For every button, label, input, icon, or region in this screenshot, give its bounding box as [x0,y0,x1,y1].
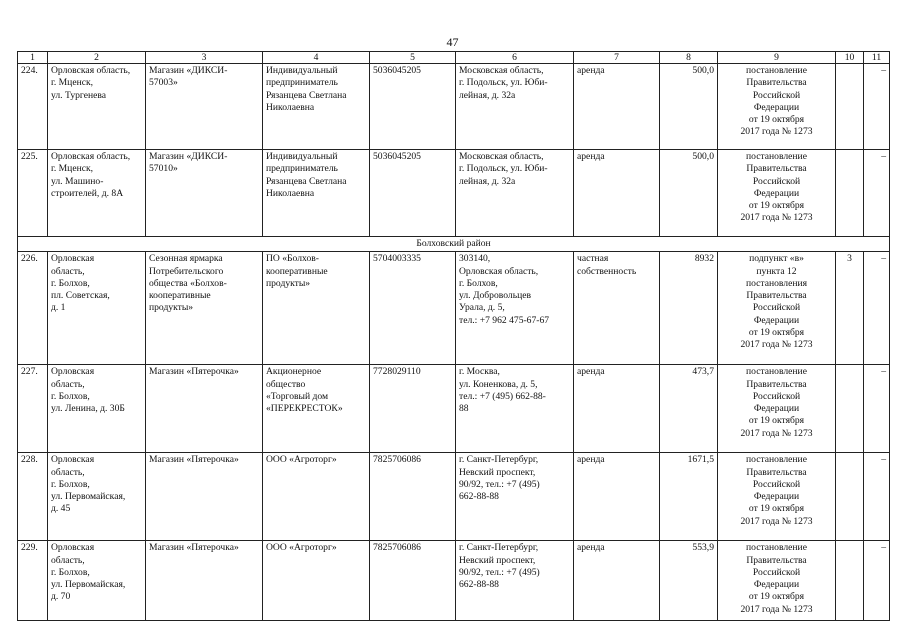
col11-cell: – [864,150,890,237]
owner-cell: Индивидуальный предприниматель Рязанцева Светлана Николаевна [263,150,370,237]
col11-cell: – [864,64,890,150]
page-number: 47 [446,35,459,49]
owner-address-cell: 303140, Орловская область, г. Болхов, ул. Добровольцев Урала, д. 5, тел.: +7 962 475-67-67 [456,252,574,365]
header-row [18,52,890,64]
table-row [18,150,890,237]
owner-cell: Индивидуальный предприниматель Рязанцева Светлана Николаевна [263,64,370,150]
owner-cell: ООО «Агроторг» [263,453,370,541]
object-cell: Магазин «Пятерочка» [146,541,263,621]
column-header: 9 [718,52,836,64]
inn-cell: 7825706086 [370,541,456,621]
inn-cell: 5036045205 [370,64,456,150]
right-cell: аренда [574,453,660,541]
table-row [18,453,890,541]
area-cell: 553,9 [660,541,718,621]
row-number: 228. [18,453,48,541]
right-cell: аренда [574,64,660,150]
row-number: 224. [18,64,48,150]
owner-cell: ООО «Агроторг» [263,541,370,621]
col10-cell [836,541,864,621]
table-row [18,365,890,453]
row-number: 226. [18,252,48,365]
inn-cell: 7728029110 [370,365,456,453]
column-header: 1 [18,52,48,64]
column-header: 4 [263,52,370,64]
area-cell: 8932 [660,252,718,365]
object-cell: Магазин «ДИКСИ- 57010» [146,150,263,237]
object-cell: Магазин «Пятерочка» [146,365,263,453]
inn-cell: 5036045205 [370,150,456,237]
owner-address-cell: г. Санкт-Петербург, Невский проспект, 90/92, тел.: +7 (495) 662-88-88 [456,453,574,541]
row-number: 227. [18,365,48,453]
column-header: 8 [660,52,718,64]
column-header: 10 [836,52,864,64]
area-cell: 500,0 [660,150,718,237]
col10-cell: 3 [836,252,864,365]
col10-cell [836,453,864,541]
right-cell: аренда [574,541,660,621]
object-cell: Магазин «ДИКСИ- 57003» [146,64,263,150]
owner-cell: Акционерное общество «Торговый дом «ПЕРЕКРЕСТОК» [263,365,370,453]
basis-cell: постановление Правительства Российской Федерации от 19 октября 2017 года № 1273 [718,365,836,453]
region-row [18,237,890,252]
basis-cell: постановление Правительства Российской Федерации от 19 октября 2017 года № 1273 [718,64,836,150]
col11-cell: – [864,365,890,453]
column-header: 2 [48,52,146,64]
row-number: 229. [18,541,48,621]
col11-cell: – [864,453,890,541]
col10-cell [836,150,864,237]
right-cell: аренда [574,150,660,237]
table-row [18,252,890,365]
address-cell: Орловская область, г. Болхов, ул. Первомайская, д. 45 [48,453,146,541]
address-cell: Орловская область, г. Болхов, пл. Советская, д. 1 [48,252,146,365]
column-header: 7 [574,52,660,64]
area-cell: 1671,5 [660,453,718,541]
right-cell: аренда [574,365,660,453]
area-cell: 473,7 [660,365,718,453]
region-title: Болховский район [18,237,890,252]
object-cell: Магазин «Пятерочка» [146,453,263,541]
owner-address-cell: Московская область, г. Подольск, ул. Юби- лейная, д. 32а [456,150,574,237]
row-number: 225. [18,150,48,237]
object-cell: Сезонная ярмарка Потребительского общества «Болхов- кооперативные продукты» [146,252,263,365]
address-cell: Орловская область, г. Мценск, ул. Машино- строителей, д. 8А [48,150,146,237]
owner-address-cell: Московская область, г. Подольск, ул. Юби- лейная, д. 32а [456,64,574,150]
address-cell: Орловская область, г. Болхов, ул. Первомайская, д. 70 [48,541,146,621]
inn-cell: 5704003335 [370,252,456,365]
inn-cell: 7825706086 [370,453,456,541]
table-row [18,541,890,621]
owner-address-cell: г. Санкт-Петербург, Невский проспект, 90/92, тел.: +7 (495) 662-88-88 [456,541,574,621]
col10-cell [836,64,864,150]
col11-cell: – [864,252,890,365]
basis-cell: подпункт «в» пункта 12 постановления Правительства Российской Федерации от 19 октября 2017 года № 1273 [718,252,836,365]
column-header: 3 [146,52,263,64]
address-cell: Орловская область, г. Мценск, ул. Тургенева [48,64,146,150]
basis-cell: постановление Правительства Российской Федерации от 19 октября 2017 года № 1273 [718,150,836,237]
column-header: 5 [370,52,456,64]
right-cell: частная собственность [574,252,660,365]
col11-cell: – [864,541,890,621]
column-header: 6 [456,52,574,64]
column-header: 11 [864,52,890,64]
col10-cell [836,365,864,453]
owner-cell: ПО «Болхов- кооперативные продукты» [263,252,370,365]
area-cell: 500,0 [660,64,718,150]
basis-cell: постановление Правительства Российской Федерации от 19 октября 2017 года № 1273 [718,541,836,621]
table-row [18,64,890,150]
owner-address-cell: г. Москва, ул. Коненкова, д. 5, тел.: +7 (495) 662-88- 88 [456,365,574,453]
register-table [17,51,890,621]
basis-cell: постановление Правительства Российской Федерации от 19 октября 2017 года № 1273 [718,453,836,541]
address-cell: Орловская область, г. Болхов, ул. Ленина, д. 30Б [48,365,146,453]
